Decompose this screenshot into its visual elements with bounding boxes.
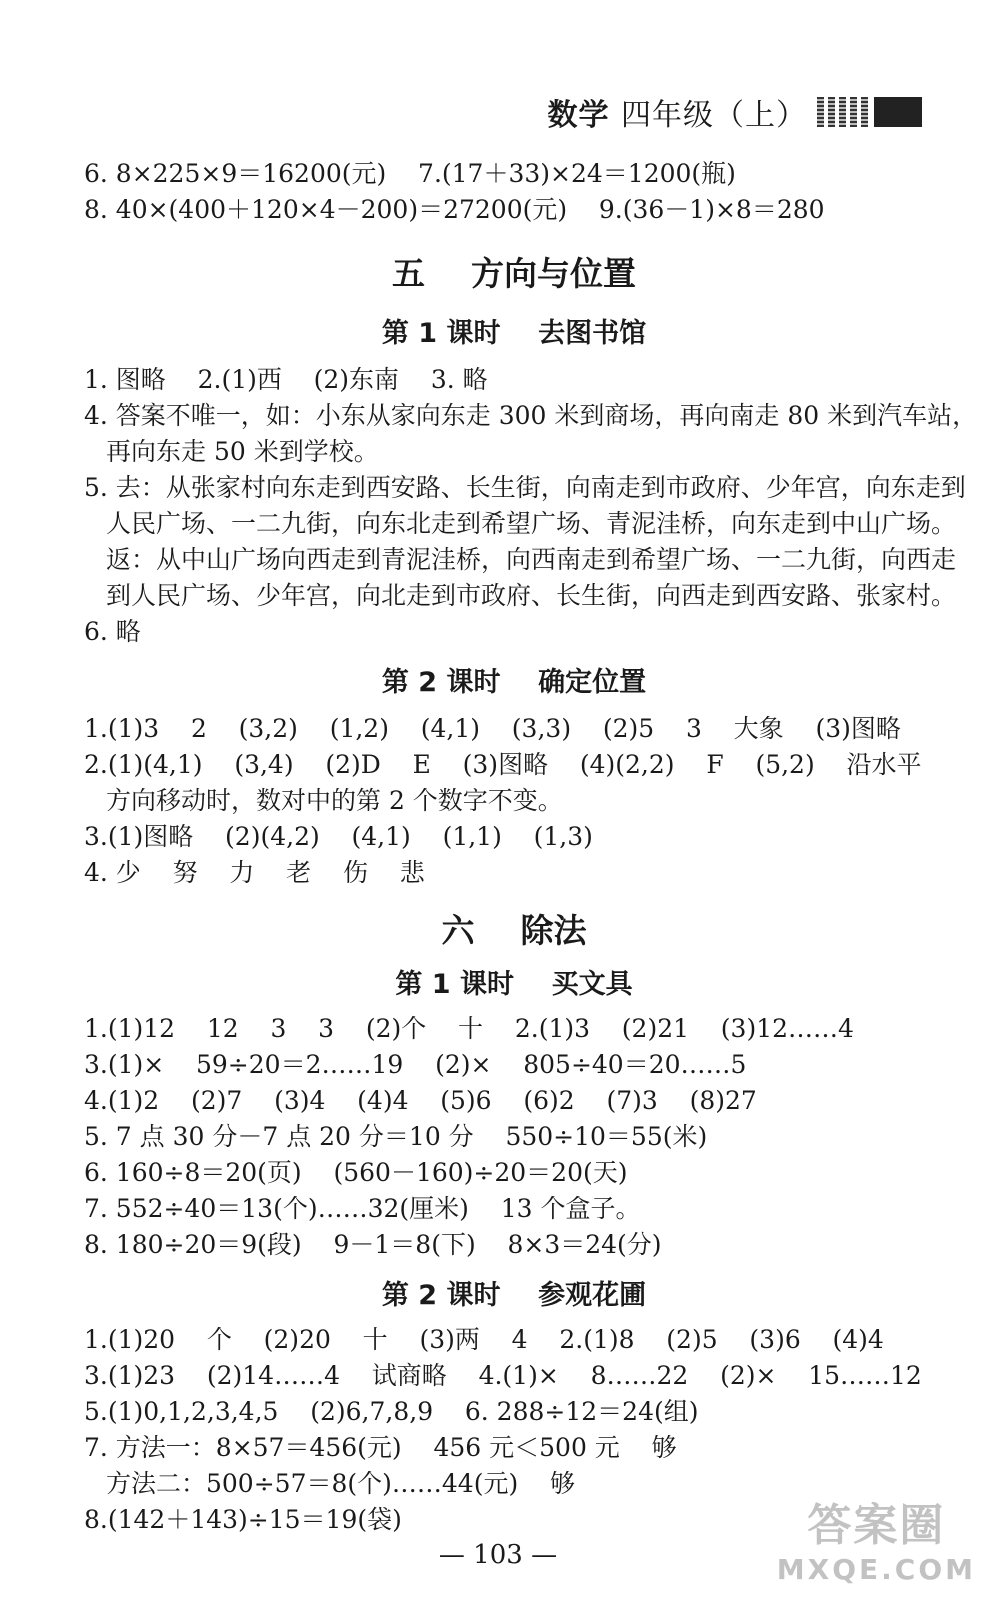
chapter-title: 五 方向与位置 bbox=[392, 254, 636, 293]
header-decoration bbox=[817, 97, 922, 127]
page-number: — 103 — bbox=[438, 1540, 558, 1570]
answer-line: 3.(1)23 (2)14……4 试商略 4.(1)× 8……22 (2)× 15……12 bbox=[84, 1361, 922, 1390]
lesson-title: 第 2 课时 确定位置 bbox=[381, 667, 647, 698]
answer-line: 到人民广场、少年宫，向北走到市政府、长生街，向西走到西安路、张家村。 bbox=[106, 581, 957, 610]
answer-line: 1.(1)20 个 (2)20 十 (3)两 4 2.(1)8 (2)5 (3)6 (4)4 bbox=[84, 1325, 884, 1354]
answer-line: 再向东走 50 米到学校。 bbox=[106, 437, 379, 466]
answer-line: 方向移动时，数对中的第 2 个数字不变。 bbox=[106, 786, 563, 815]
answer-line: 6. 8×225×9＝16200(元) 7.(17＋33)×24＝1200(瓶) bbox=[84, 159, 736, 188]
chapter-title: 六 除法 bbox=[441, 911, 587, 950]
lesson-title: 第 2 课时 参观花圃 bbox=[381, 1280, 647, 1311]
answer-line: 6. 160÷8＝20(页) (560－160)÷20＝20(天) bbox=[84, 1158, 628, 1187]
watermark-url: MXQE.COM bbox=[776, 1553, 976, 1586]
answer-line: 1. 图略 2.(1)西 (2)东南 3. 略 bbox=[84, 365, 488, 394]
answer-line: 7. 552÷40＝13(个)……32(厘米) 13 个盒子。 bbox=[84, 1194, 641, 1223]
answer-line: 8. 180÷20＝9(段) 9－1＝8(下) 8×3＝24(分) bbox=[84, 1230, 662, 1259]
answer-line: 1.(1)12 12 3 3 (2)个 十 2.(1)3 (2)21 (3)12……4 bbox=[84, 1014, 854, 1043]
answer-line: 返：从中山广场向西走到青泥洼桥，向西南走到希望广场、一二九街，向西走 bbox=[106, 545, 957, 574]
header-title bbox=[548, 90, 807, 134]
answer-line: 5. 去：从张家村向东走到西安路、长生街，向南走到市政府、少年宫，向东走到 bbox=[84, 473, 966, 502]
answer-line: 4. 少 努 力 老 伤 悲 bbox=[84, 858, 425, 887]
answer-line: 5. 7 点 30 分－7 点 20 分＝10 分 550÷10＝55(米) bbox=[84, 1122, 708, 1151]
answer-line: 8. 40×(400＋120×4－200)＝27200(元) 9.(36－1)×8＝280 bbox=[84, 195, 825, 224]
answer-line: 4. 答案不唯一，如：小东从家向东走 300 米到商场，再向南走 80 米到汽车站， bbox=[84, 401, 978, 430]
answer-line: 人民广场、一二九街，向东北走到希望广场、青泥洼桥，向东走到中山广场。 bbox=[106, 509, 957, 538]
answer-line: 6. 略 bbox=[84, 617, 141, 646]
header-subject: 数学 bbox=[547, 98, 610, 133]
answer-line: 5.(1)0,1,2,3,4,5 (2)6,7,8,9 6. 288÷12＝24(组) bbox=[84, 1397, 699, 1426]
page-header bbox=[548, 90, 922, 134]
lesson-title: 第 1 课时 买文具 bbox=[395, 969, 633, 1000]
answer-content bbox=[84, 156, 978, 1538]
answer-line: 8.(142＋143)÷15＝19(袋) bbox=[84, 1505, 402, 1534]
answer-line: 3.(1)× 59÷20＝2……19 (2)× 805÷40＝20……5 bbox=[84, 1050, 747, 1079]
header-grade: 四年级（上） bbox=[621, 98, 807, 133]
answer-line: 3.(1)图略 (2)(4,2) (4,1) (1,1) (1,3) bbox=[84, 822, 593, 851]
answer-line: 1.(1)3 2 (3,2) (1,2) (4,1) (3,3) (2)5 3 大象 (3)图略 bbox=[84, 714, 901, 743]
watermark-logo bbox=[777, 1489, 976, 1586]
watermark-text: 答案圈 bbox=[807, 1500, 946, 1551]
answer-line: 7. 方法一：8×57＝456(元) 456 元＜500 元 够 bbox=[84, 1433, 677, 1462]
answer-line: 4.(1)2 (2)7 (3)4 (4)4 (5)6 (6)2 (7)3 (8)27 bbox=[84, 1086, 757, 1115]
answer-line: 2.(1)(4,1) (3,4) (2)D E (3)图略 (4)(2,2) F (5,2) 沿水平 bbox=[84, 750, 922, 779]
lesson-title: 第 1 课时 去图书馆 bbox=[381, 318, 647, 349]
answer-line: 方法二：500÷57＝8(个)……44(元) 够 bbox=[106, 1469, 575, 1498]
